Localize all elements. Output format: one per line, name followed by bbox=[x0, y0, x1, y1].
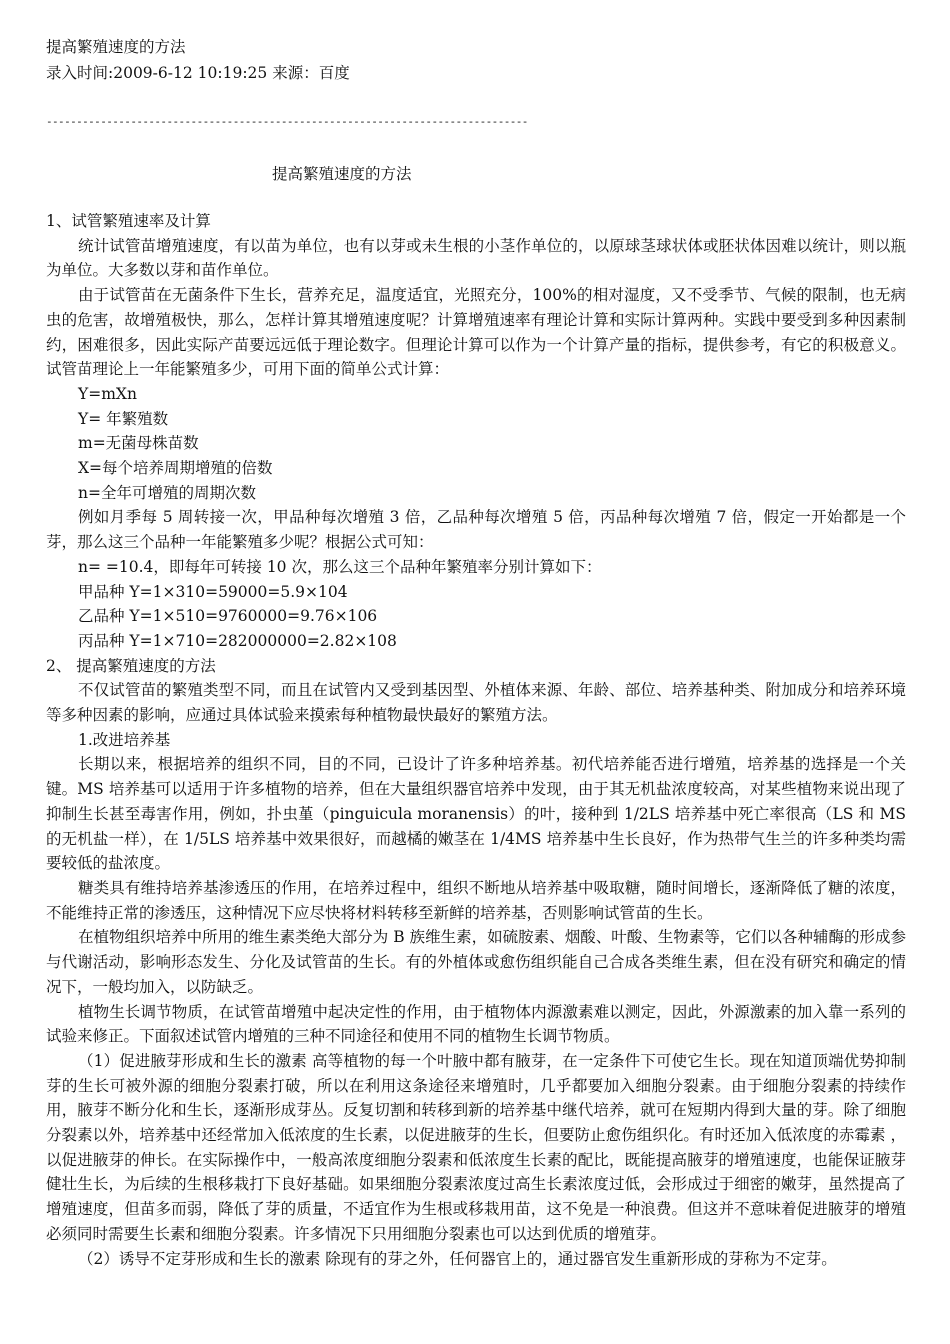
paragraph: 统计试管苗增殖速度，有以苗为单位，也有以芽或未生根的小茎作单位的，以原球茎球状体或胚状体因难以统计，则以瓶为单位。大多数以芽和苗作单位。 bbox=[46, 236, 906, 280]
paragraph: 植物生长调节物质，在试管苗增殖中起决定性的作用，由于植物体内源激素难以测定，因此，外源激素的加入靠一系列的试验来修正。下面叙述试管内增殖的三种不同途径和使用不同的植物生长调节物质。 bbox=[46, 1002, 906, 1046]
subsection-heading: 1.改进培养基 bbox=[78, 730, 171, 749]
formula-line: 丙品种 Y=1×710=282000000=2.82×108 bbox=[78, 631, 397, 650]
paragraph: 长期以来，根据培养的组织不同，目的不同，已设计了许多种培养基。初代培养能否进行增殖，培养基的选择是一个关键。MS 培养基可以适用于许多植物的培养，但在大量组织器官培养中发现，由于其无机盐浓度较高，对某些植物来说出现了抑制生长甚至毒害作用，例如，扑虫堇（pinguicula moranensis）的叶，接种到 1/2LS 培养基中死亡率很高（LS 和 MS 的无机盐一样），在 1/5LS 培养基中效果很好，而越橘的嫩茎在 1/4MS 培养基中生长良好，作为热带气生兰的许多种类均需要较低的盐浓度。 bbox=[46, 755, 906, 873]
article-body bbox=[46, 209, 906, 1271]
section-2-heading: 2、 提高繁殖速度的方法 bbox=[46, 656, 216, 675]
formula-line: m=无菌母株苗数 bbox=[78, 434, 199, 453]
formula-line: n=全年可增殖的周期次数 bbox=[78, 483, 256, 502]
formula-line: Y= 年繁殖数 bbox=[78, 409, 169, 428]
paragraph: 例如月季每 5 周转接一次，甲品种每次增殖 3 倍，乙品种每次增殖 5 倍，丙品种每次增殖 7 倍，假定一开始都是一个芽，那么这三个品种一年能繁殖多少呢？根据公式可知： bbox=[46, 508, 906, 552]
formula-line: n= =10.4，即每年可转接 10 次，那么这三个品种年繁殖率分别计算如下： bbox=[78, 557, 602, 576]
separator-line: -------------------------------------------------------------------------------- bbox=[46, 115, 528, 128]
paragraph: 不仅试管苗的繁殖类型不同，而且在试管内又受到基因型、外植体来源、年龄、部位、培养基种类、附加成分和培养环境等多种因素的影响，应通过具体试验来摸索每种植物最快最好的繁殖方法。 bbox=[46, 681, 906, 725]
formula-line: Y=mXn bbox=[78, 384, 137, 403]
formula-line: 甲品种 Y=1×310=59000=5.9×104 bbox=[78, 582, 348, 601]
formula-line: 乙品种 Y=1×510=9760000=9.76×106 bbox=[78, 607, 378, 626]
paragraph: （2）诱导不定芽形成和生长的激素 除现有的芽之外，任何器官上的，通过器官发生重新形成的芽称为不定芽。 bbox=[78, 1249, 837, 1268]
header-title: 提高繁殖速度的方法 bbox=[46, 38, 186, 56]
paragraph: 由于试管苗在无菌条件下生长，营养充足，温度适宜，光照充分，100%的相对湿度，又不受季节、气候的限制，也无病虫的危害，故增殖极快，那么，怎样计算其增殖速度呢？计算增殖速率有理论计算和实际计算两种。实践中要受到多种因素制约，困难很多，因此实际产苗要远远低于理论数字。但理论计算可以作为一个计算产量的指标，提供参考，有它的积极意义。试管苗理论上一年能繁殖多少，可用下面的简单公式计算： bbox=[46, 286, 906, 379]
header-meta: 录入时间:2009-6-12 10:19:25 来源：百度 bbox=[46, 64, 350, 82]
formula-line: X=每个培养周期增殖的倍数 bbox=[78, 459, 273, 478]
document-header bbox=[46, 34, 906, 86]
article-title: 提高繁殖速度的方法 bbox=[272, 165, 412, 183]
paragraph: 糖类具有维持培养基渗透压的作用，在培养过程中，组织不断地从培养基中吸取糖，随时间增长，逐渐降低了糖的浓度，不能维持正常的渗透压，这种情况下应尽快将材料转移至新鲜的培养基，否则影响试管苗的生长。 bbox=[46, 878, 906, 922]
paragraph: （1）促进腋芽形成和生长的激素 高等植物的每一个叶腋中都有腋芽，在一定条件下可使它生长。现在知道顶端优势抑制芽的生长可被外源的细胞分裂素打破，所以在利用这条途径来增殖时，几乎都要加入细胞分裂素。由于细胞分裂素的持续作用，腋芽不断分化和生长，逐渐形成芽丛。反复切割和转移到新的培养基中继代培养，就可在短期内得到大量的芽。除了细胞分裂素以外，培养基中还经常加入低浓度的生长素，以促进腋芽的生长，但要防止愈伤组织化。有时还加入低浓度的赤霉素 ，以促进腋芽的伸长。在实际操作中，一般高浓度细胞分裂素和低浓度生长素的配比，既能提高腋芽的增殖速度，也能保证腋芽健壮生长，为后续的生根移栽打下良好基础。如果细胞分裂素浓度过高生长素浓度过低，会形成过于细密的嫩芽，虽然提高了增殖速度，但苗多而弱，降低了芽的质量，不适宜作为生根或移栽用苗，这不免是一种浪费。但这并不意味着促进腋芽的增殖必须同时需要生长素和细胞分裂素。许多情况下只用细胞分裂素也可以达到优质的增殖芽。 bbox=[46, 1051, 906, 1243]
section-1-heading: 1、试管繁殖速率及计算 bbox=[46, 212, 211, 230]
paragraph: 在植物组织培养中所用的维生素类绝大部分为 B 族维生素，如硫胺素、烟酸、叶酸、生物素等，它们以各种辅酶的形成参与代谢活动，影响形态发生、分化及试管苗的生长。有的外植体或愈伤组织能自己合成各类维生素，但在没有研究和确定的情况下，一般均加入，以防缺乏。 bbox=[46, 928, 906, 996]
